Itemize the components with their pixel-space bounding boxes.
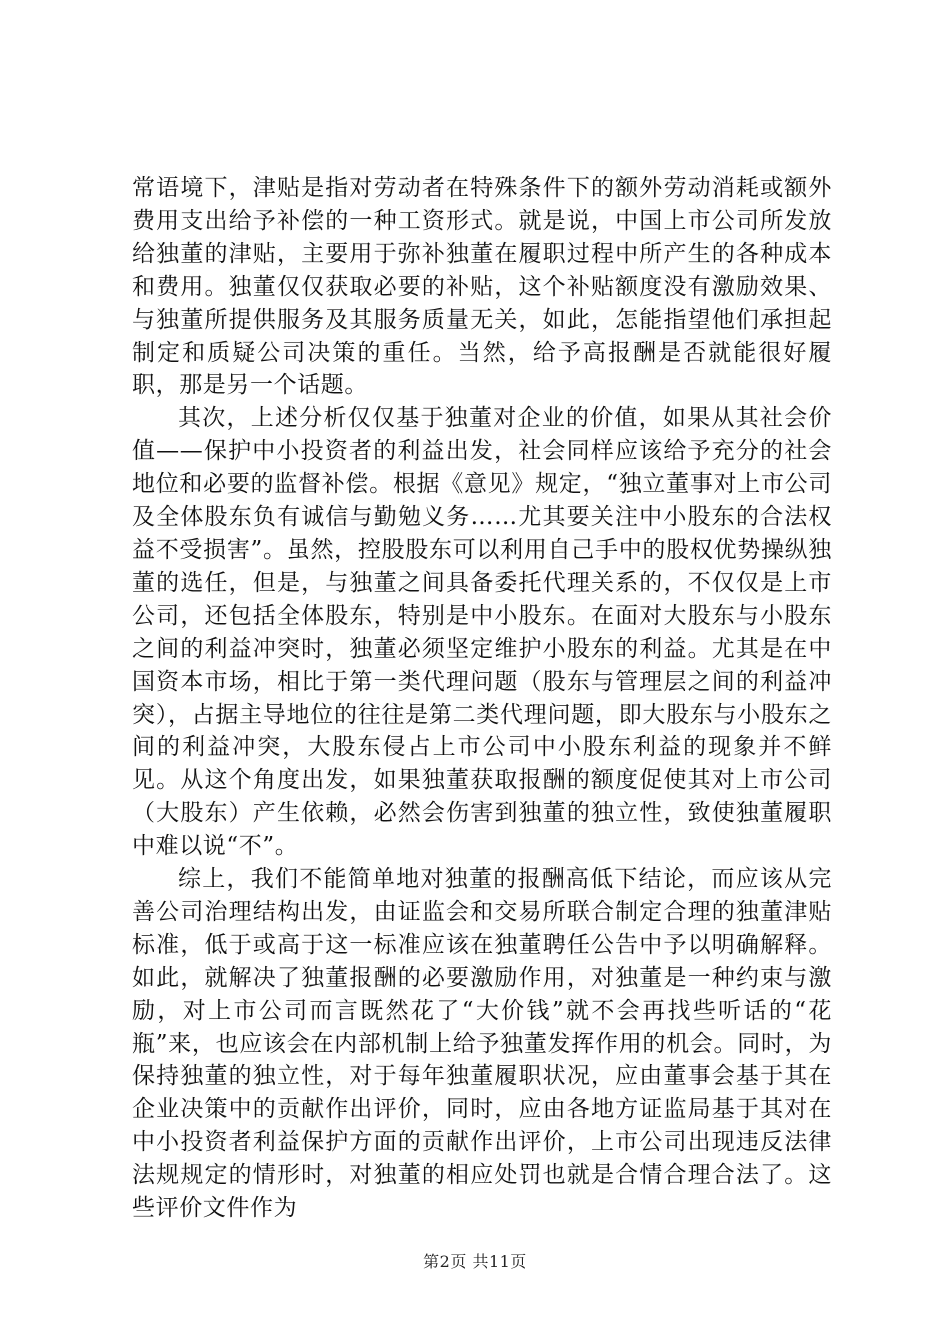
paragraph-continued: 常语境下，津贴是指对劳动者在特殊条件下的额外劳动消耗或额外费用支出给予补偿的一种工资形式。就是说，中国上市公司所发放给独董的津贴，主要用于弥补独董在履职过程中所产生的各种成本和费用。独董仅仅获取必要的补贴，这个补贴额度没有激励效果、与独董所提供服务及其服务质量无关，如此，怎能指望他们承担起制定和质疑公司决策的重任。当然，给予高报酬是否就能很好履职，那是另一个话题。 <box>132 175 832 399</box>
document-body <box>132 172 832 1225</box>
page-number-footer: 第2页 共11页 <box>423 1252 527 1271</box>
paragraph-second-point: 其次，上述分析仅仅基于独董对企业的价值，如果从其社会价值——保护中小投资者的利益出发，社会同样应该给予充分的社会地位和必要的监督补偿。根据《意见》规定，“独立董事对上市公司及全体股东负有诚信与勤勉义务……尤其要关注中小股东的合法权益不受损害”。虽然，控股股东可以利用自己手中的股权优势操纵独董的选任，但是，与独董之间具备委托代理关系的，不仅仅是上市公司，还包括全体股东，特别是中小股东。在面对大股东与小股东之间的利益冲突时，独董必须坚定维护小股东的利益。尤其是在中国资本市场，相比于第一类代理问题（股东与管理层之间的利益冲突），占据主导地位的往往是第二类代理问题，即大股东与小股东之间的利益冲突，大股东侵占上市公司中小股东利益的现象并不鲜见。从这个角度出发，如果独董获取报酬的额度促使其对上市公司（大股东）产生依赖，必然会伤害到独董的独立性，致使独董履职中难以说“不”。 <box>132 405 832 860</box>
paragraph-conclusion: 综上，我们不能简单地对独董的报酬高低下结论，而应该从完善公司治理结构出发，由证监会和交易所联合制定合理的独董津贴标准，低于或高于这一标准应该在独董聘任公告中予以明确解释。如此，就解决了独董报酬的必要激励作用，对独董是一种约束与激励，对上市公司而言既然花了“大价钱”就不会再找些听话的“花瓶”来，也应该会在内部机制上给予独董发挥作用的机会。同时，为保持独董的独立性，对于每年独董履职状况，应由董事会基于其在企业决策中的贡献作出评价，同时，应由各地方证监局基于其对在中小投资者利益保护方面的贡献作出评价，上市公司出现违反法律法规规定的情形时，对独董的相应处罚也就是合情合理合法了。这些评价文件作为 <box>132 866 832 1222</box>
